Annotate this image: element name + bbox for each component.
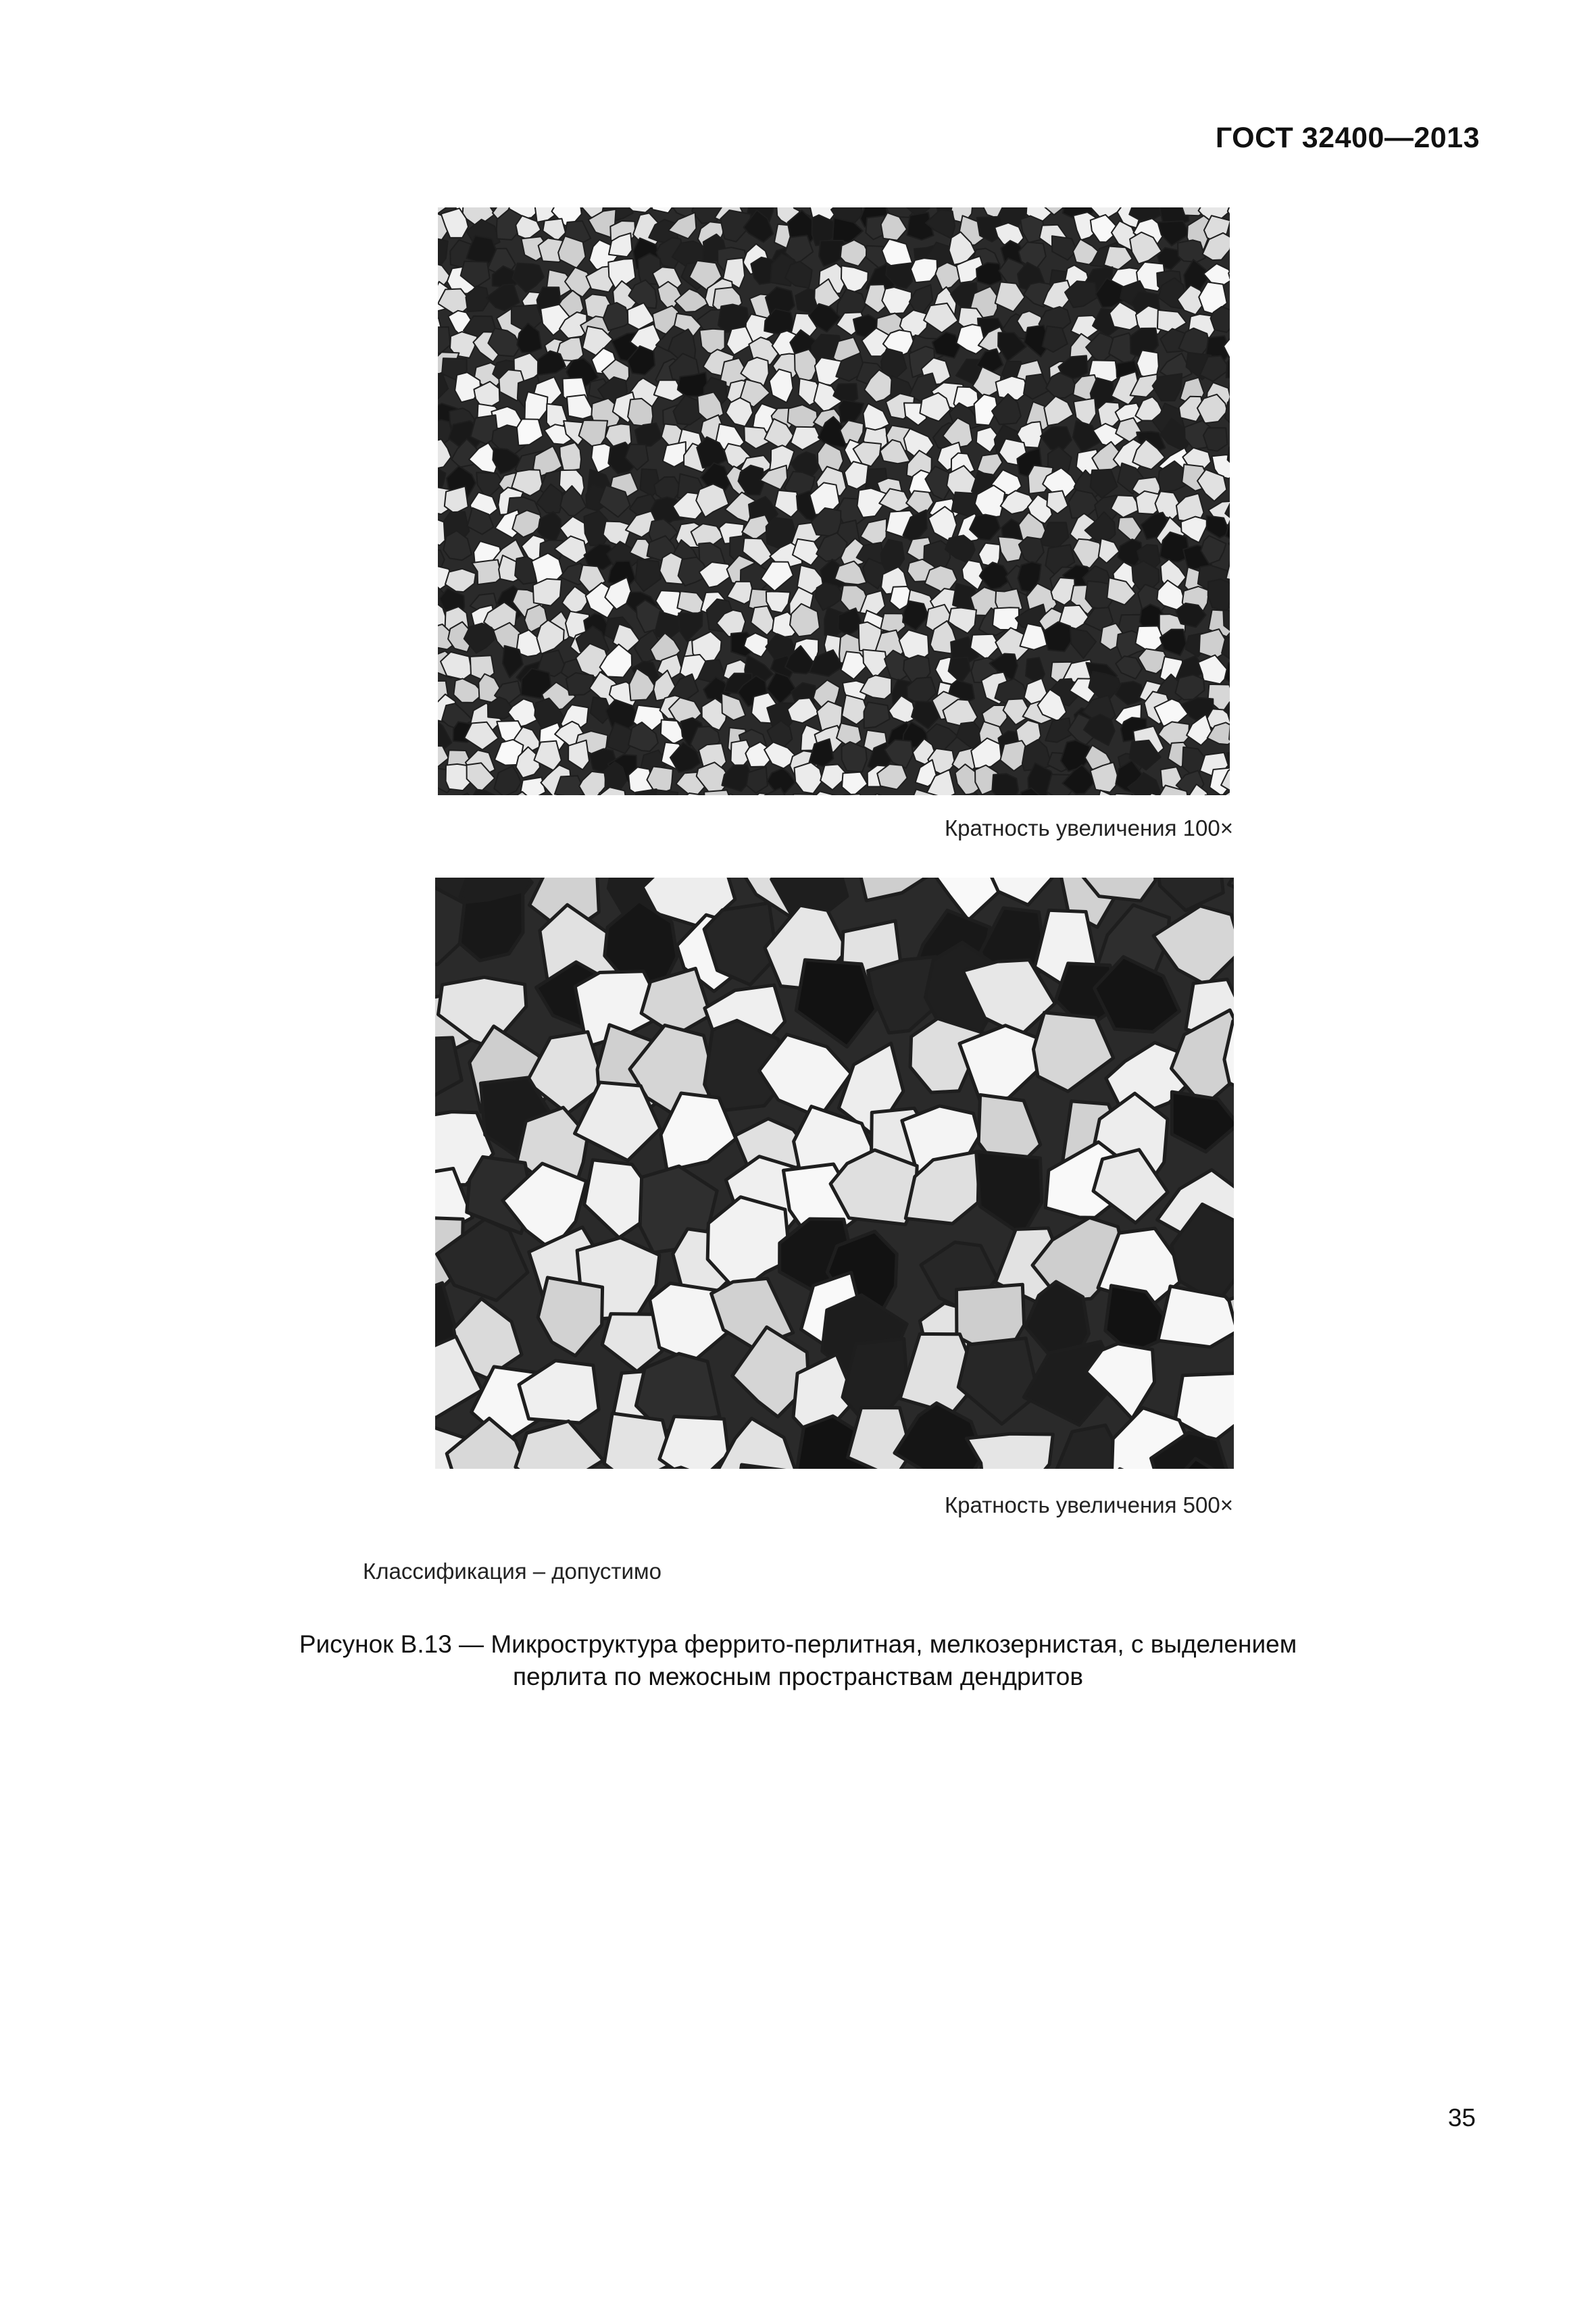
page-number: 35 <box>1447 2104 1476 2132</box>
standard-code-header: ГОСТ 32400—2013 <box>1215 122 1480 154</box>
figure-title <box>203 1628 1393 1693</box>
classification-note: Классификация – допустимо <box>363 1559 662 1584</box>
micrograph-100x <box>438 207 1230 795</box>
magnification-caption-100x: Кратность увеличения 100× <box>944 815 1233 840</box>
micrograph-500x-image <box>435 878 1234 1469</box>
figure-title-line-2: перлита по межосным пространствам дендритов <box>512 1663 1084 1690</box>
figure-title-line-1: Рисунок В.13 — Микроструктура феррито-перлитная, мелкозернистая, с выделением <box>299 1630 1297 1658</box>
magnification-caption-500x: Кратность увеличения 500× <box>944 1492 1233 1517</box>
micrograph-500x <box>435 878 1234 1469</box>
micrograph-100x-image <box>438 207 1230 795</box>
